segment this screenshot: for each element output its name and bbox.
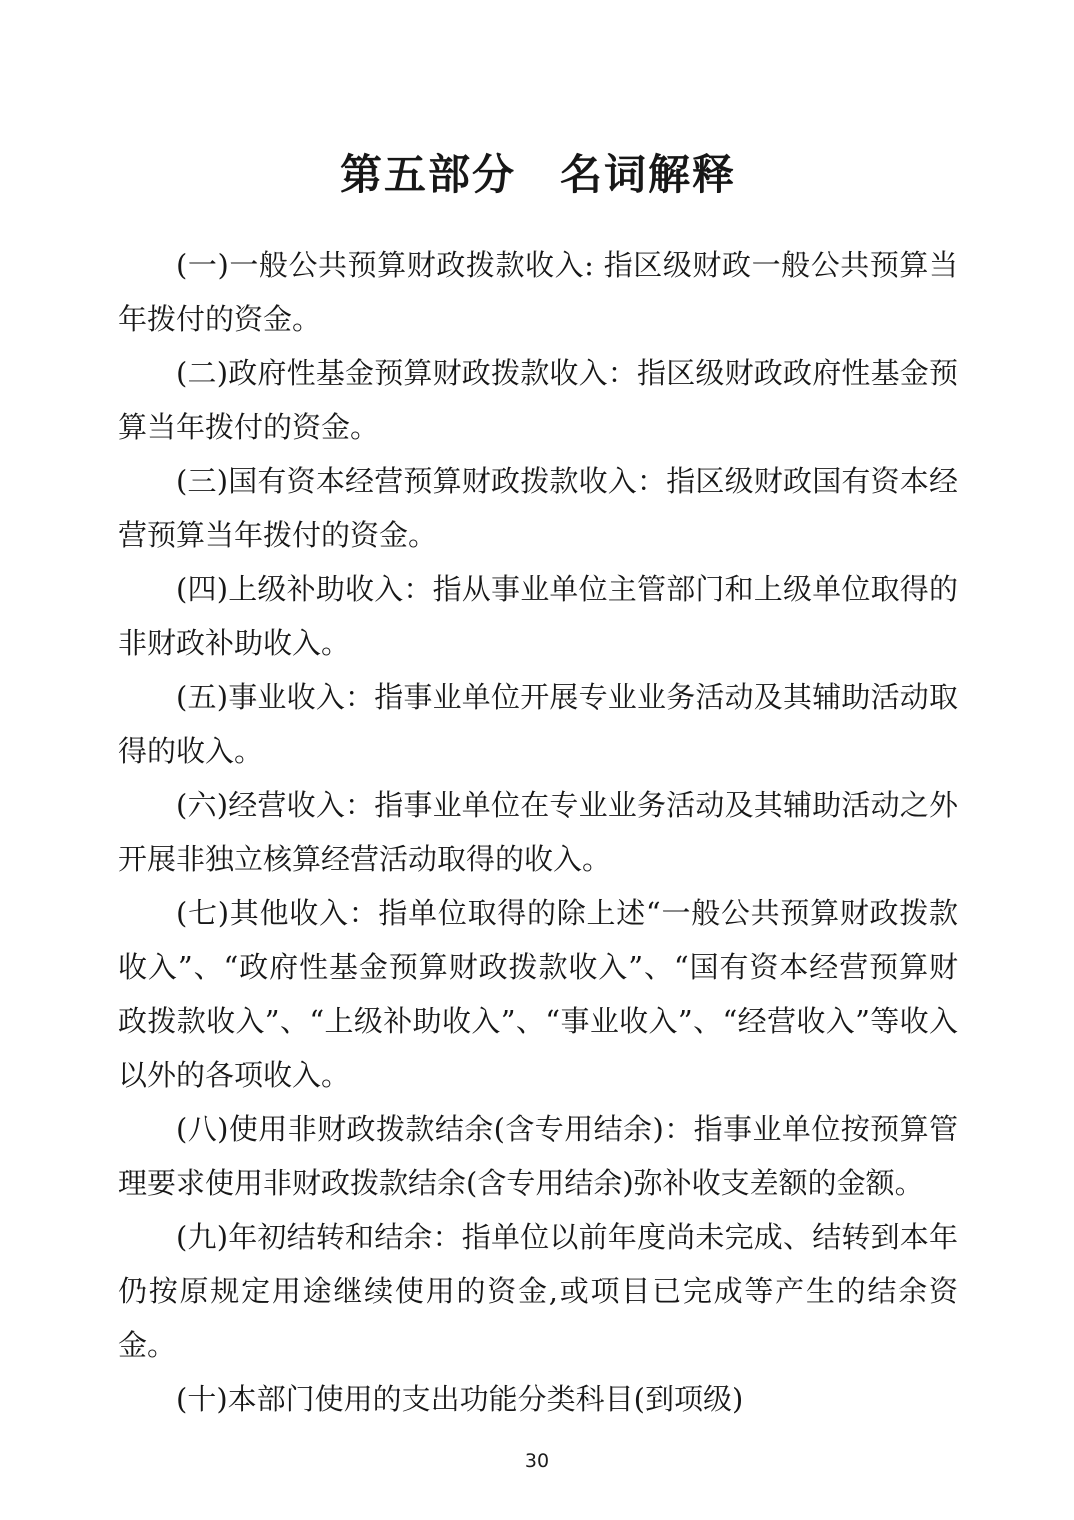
paragraph-8: (八)使用非财政拨款结余(含专用结余)：指事业单位按预算管理要求使用非财政拨款结余(含专用结余)弥补收支差额的金额。 [118, 1112, 958, 1200]
page-title: 第五部分 名词解释 [339, 150, 736, 199]
paragraph-7: (七)其他收入：指单位取得的除上述“一般公共预算财政拨款收入”、“政府性基金预算财政拨款收入”、“国有资本经营预算财政拨款收入”、“上级补助收入”、“事业收入”、“经营收入”等收入以外的各项收入。 [118, 896, 958, 1092]
paragraph-10: (十)本部门使用的支出功能分类科目(到项级) [176, 1382, 744, 1416]
paragraph-1: (一)一般公共预算财政拨款收入: 指区级财政一般公共预算当年拨付的资金。 [118, 248, 958, 336]
paragraph-9: (九)年初结转和结余：指单位以前年度尚未完成、结转到本年仍按原规定用途继续使用的资金,或项目已完成等产生的结余资金。 [118, 1220, 958, 1362]
page-number: 30 [524, 1450, 550, 1472]
paragraph-2: (二)政府性基金预算财政拨款收入：指区级财政政府性基金预算当年拨付的资金。 [118, 356, 958, 444]
paragraph-5: (五)事业收入：指事业单位开展专业业务活动及其辅助活动取得的收入。 [118, 680, 958, 768]
paragraph-4: (四)上级补助收入：指从事业单位主管部门和上级单位取得的非财政补助收入。 [118, 572, 958, 660]
paragraph-3: (三)国有资本经营预算财政拨款收入：指区级财政国有资本经营预算当年拨付的资金。 [118, 464, 958, 552]
paragraph-6: (六)经营收入：指事业单位在专业业务活动及其辅助活动之外开展非独立核算经营活动取得的收入。 [118, 788, 958, 876]
document-body [118, 0, 958, 1426]
